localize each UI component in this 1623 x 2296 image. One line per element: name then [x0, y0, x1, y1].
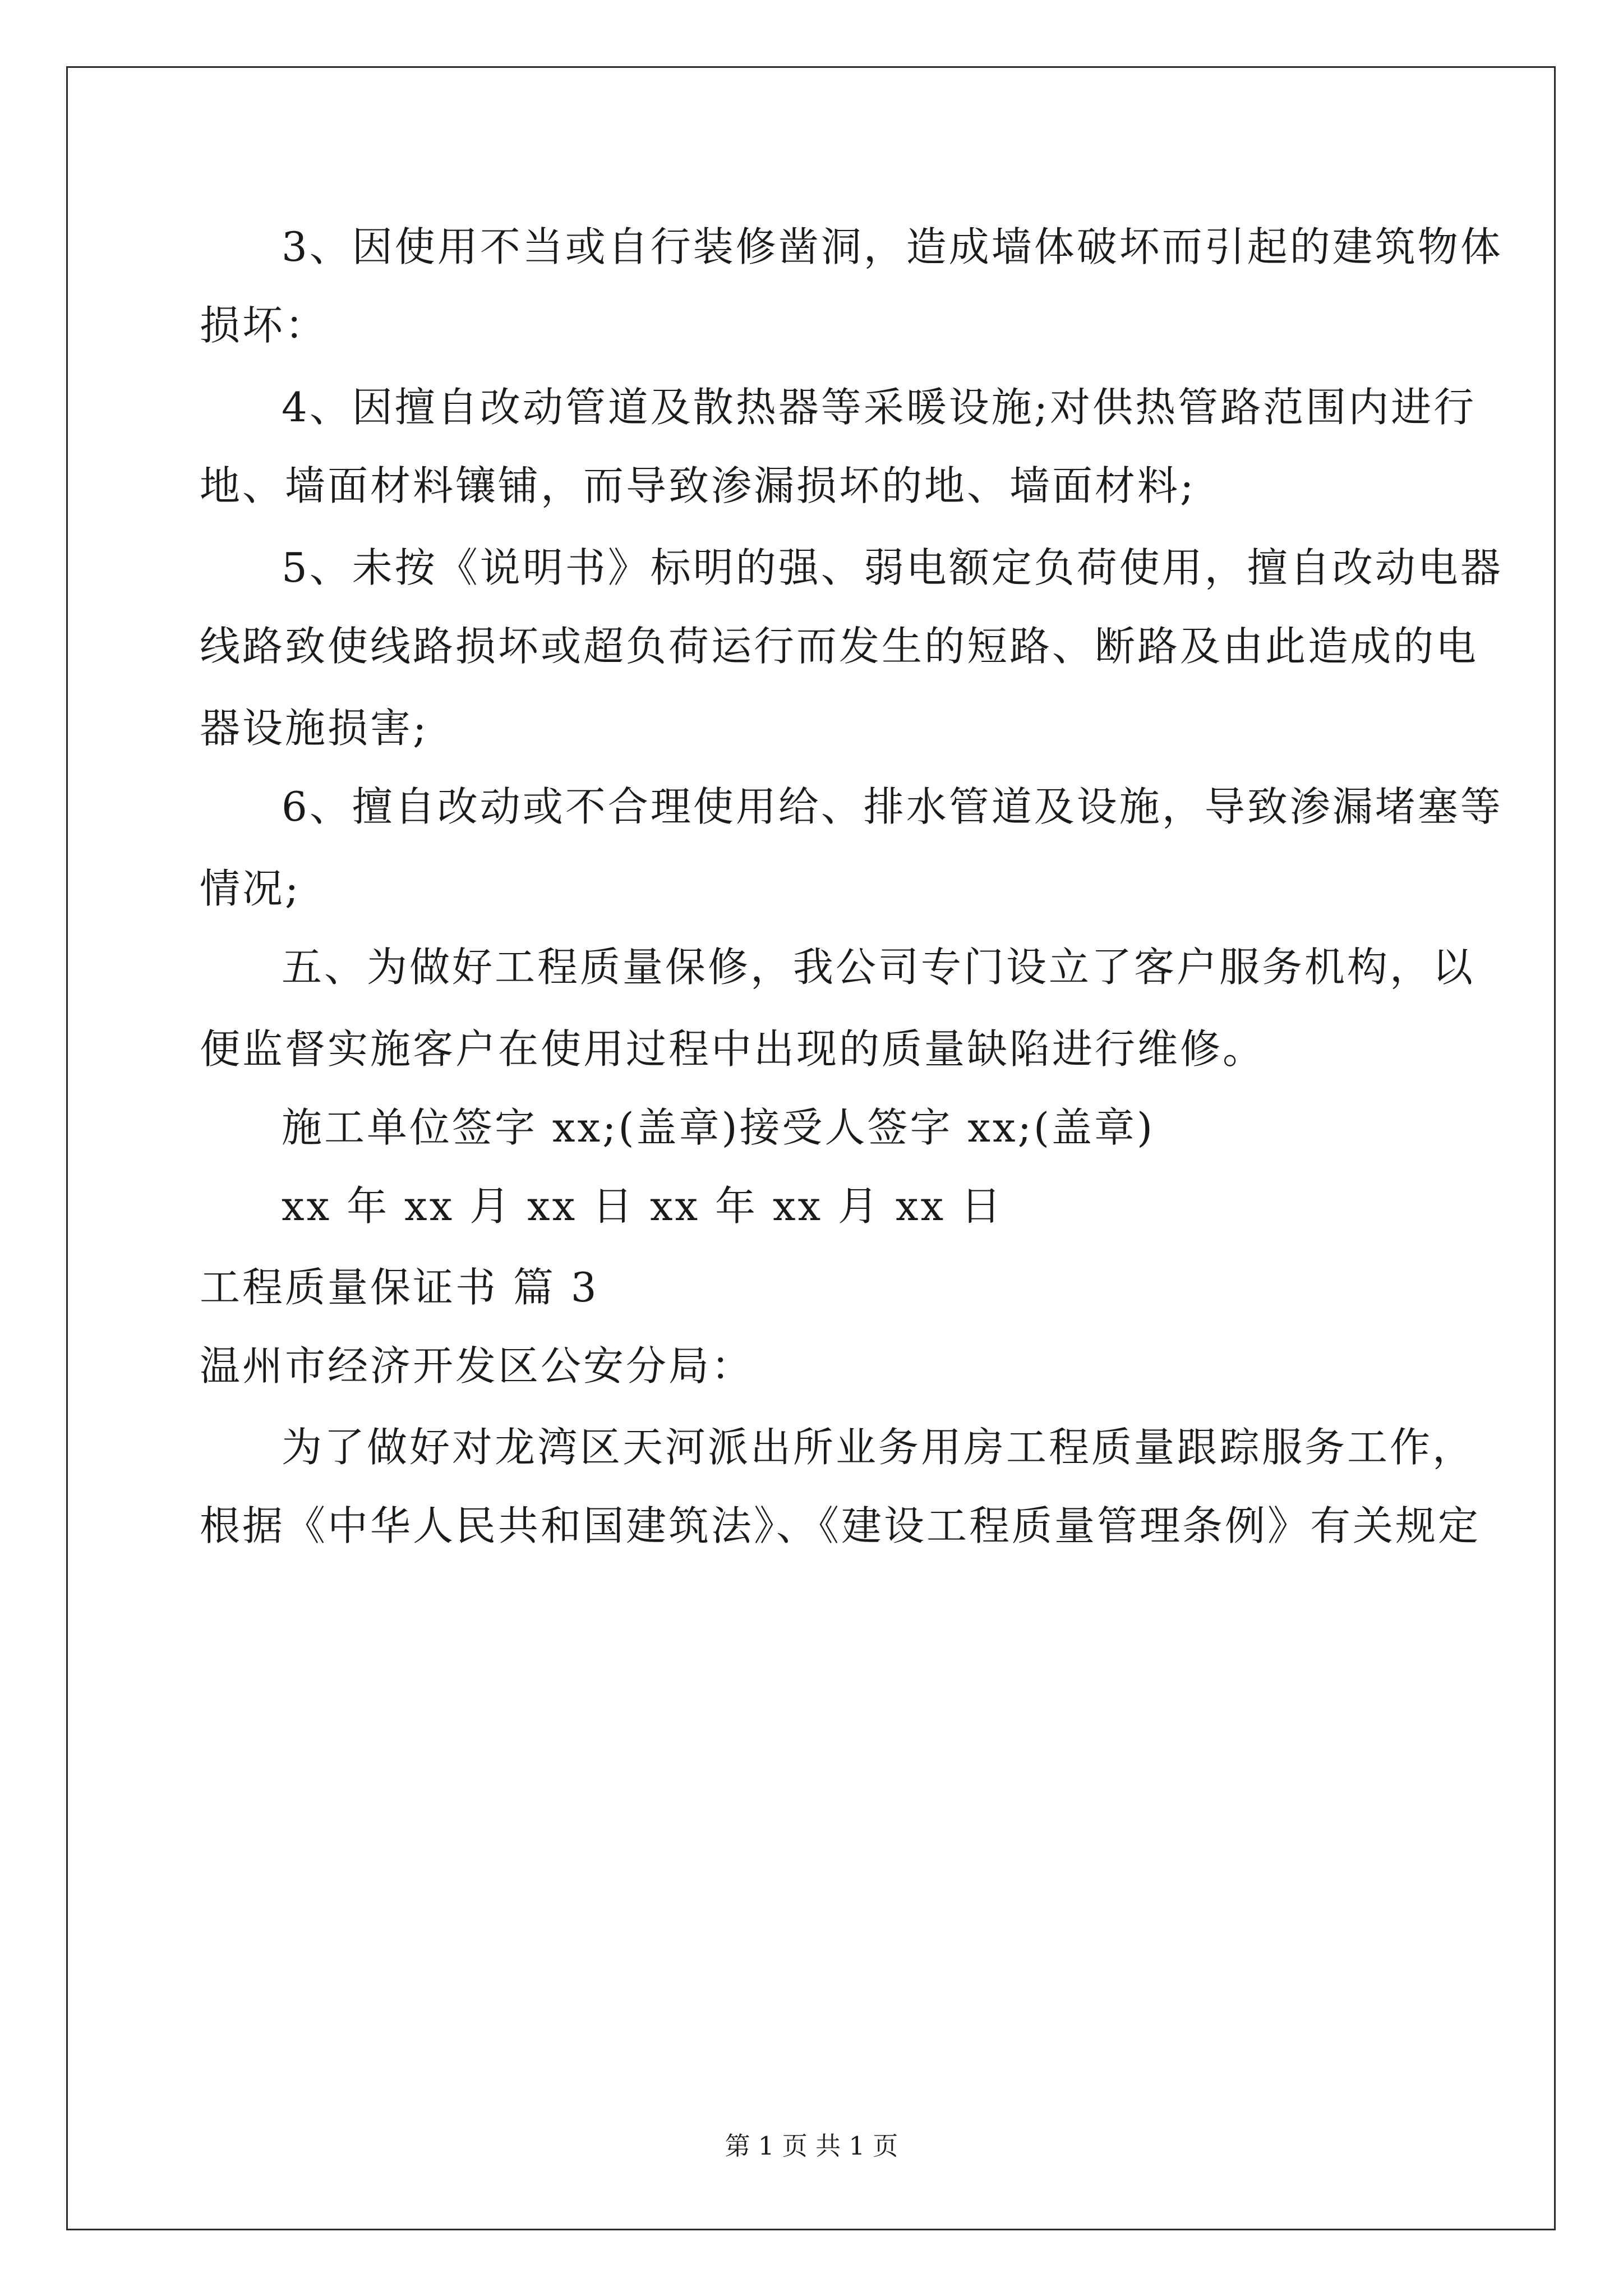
- paragraph-line: 6、擅自改动或不合理使用给、排水管道及设施，导致渗漏堵塞等: [282, 783, 1503, 830]
- paragraph-line: 3、因使用不当或自行装修凿洞，造成墙体破坏而引起的建筑物体: [282, 223, 1503, 270]
- paragraph-line: 器设施损害;: [200, 705, 429, 752]
- page-number-footer: 第 1 页 共 1 页: [725, 2131, 898, 2161]
- paragraph-line: 5、未按《说明书》标明的强、弱电额定负荷使用，擅自改动电器: [282, 544, 1503, 591]
- paragraph-line: 五、为做好工程质量保修，我公司专门设立了客户服务机构，以: [282, 944, 1476, 991]
- paragraph-line: 4、因擅自改动管道及散热器等采暖设施;对供热管路范围内进行: [282, 384, 1477, 431]
- paragraph-line: 线路致使线路损坏或超负荷运行而发生的短路、断路及由此造成的电: [200, 623, 1479, 670]
- paragraph-line: 情况;: [200, 865, 301, 912]
- paragraph-line: 为了做好对龙湾区天河派出所业务用房工程质量跟踪服务工作，: [282, 1424, 1476, 1471]
- paragraph-line: 便监督实施客户在使用过程中出现的质量缺陷进行维修。: [200, 1025, 1266, 1073]
- date-line: xx 年 xx 月 xx 日 xx 年 xx 月 xx 日: [282, 1182, 1004, 1230]
- section-heading: 工程质量保证书 篇 3: [200, 1264, 599, 1311]
- signature-line: 施工单位签字 xx;(盖章)接受人签字 xx;(盖章): [282, 1104, 1155, 1151]
- paragraph-line: 损坏：: [200, 302, 328, 349]
- paragraph-line: 地、墙面材料镶铺，而导致渗漏损坏的地、墙面材料;: [200, 462, 1196, 509]
- addressee-line: 温州市经济开发区公安分局：: [200, 1342, 754, 1389]
- paragraph-line: 根据《中华人民共和国建筑法》、《建设工程质量管理条例》有关规定: [200, 1502, 1481, 1549]
